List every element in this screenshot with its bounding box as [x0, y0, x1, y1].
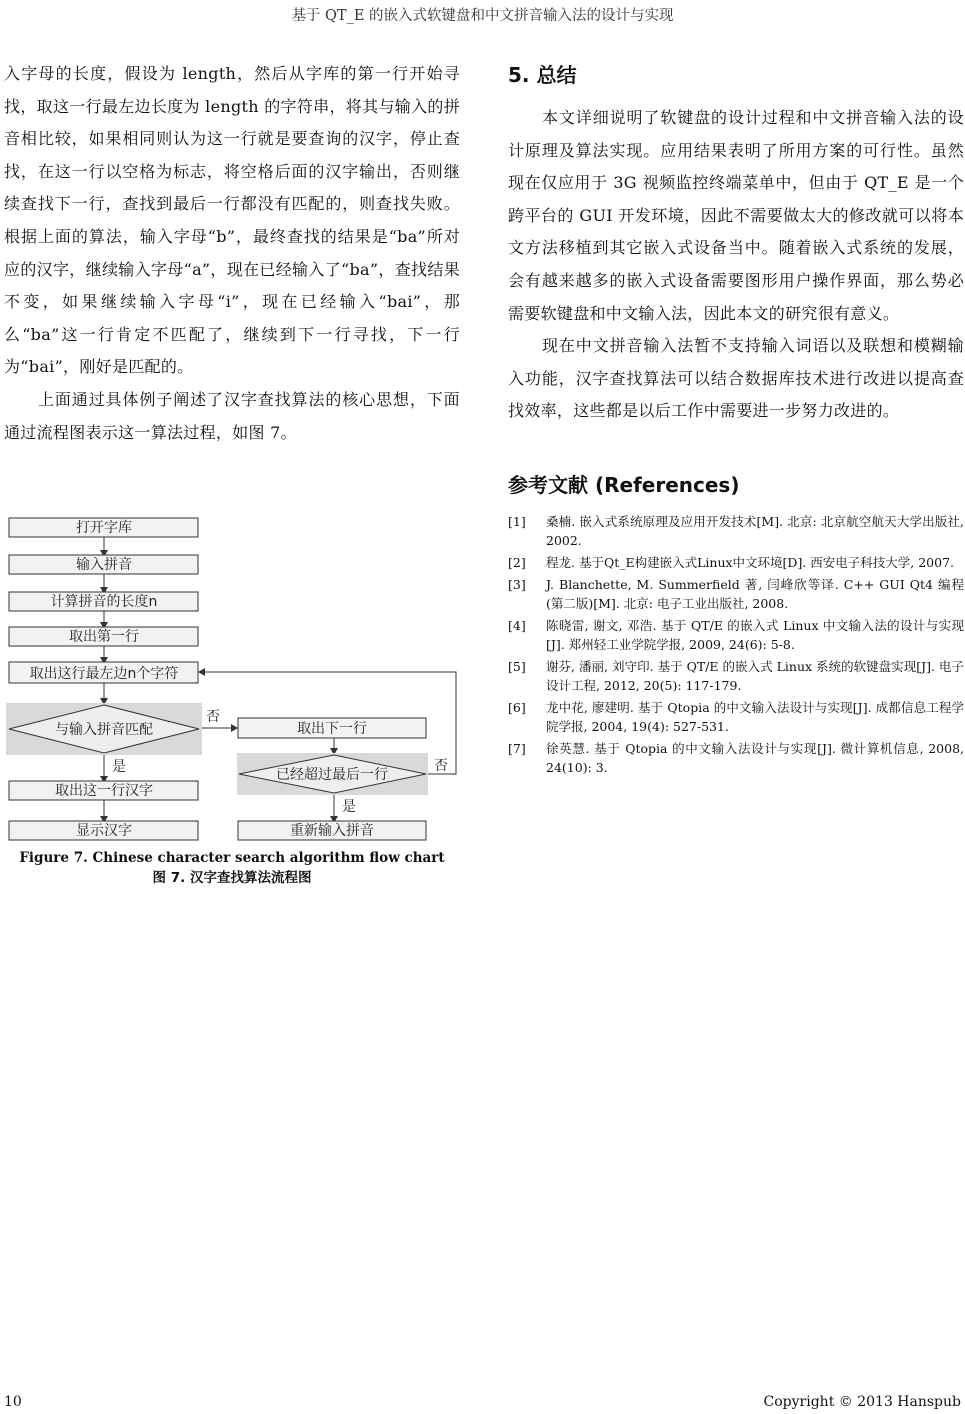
reference-number: [2] — [508, 554, 526, 570]
reference-text: 徐英慧. 基于 Qtopia 的中文输入法设计与实现[J]. 微计算机信息, 2008, 24(10): 3. — [546, 740, 964, 775]
figure-caption-en: Figure 7. Chinese character search algorithm flow chart — [19, 850, 445, 866]
svg-text:打开字库: 打开字库 — [76, 520, 132, 536]
node-match-decision — [6, 703, 202, 755]
reference-text: 桑楠. 嵌入式系统原理及应用开发技术[M]. 北京: 北京航空航天大学出版社, 2002. — [546, 513, 964, 548]
reference-text: 陈晓雷, 谢文, 邓浩. 基于 QT/E 的嵌入式 Linux 中文输入法的设计与实现[J]. 郑州轻工业学院学报, 2009, 24(6): 5-8. — [546, 617, 964, 652]
label-no: 否 — [206, 709, 220, 725]
right-column — [508, 58, 964, 780]
reference-text: J. Blanchette, M. Summerfield 著, 闫峰欣等译. C++ GUI Qt4 编程(第二版)[M]. 北京: 电子工业出版社, 2008. — [546, 576, 964, 611]
flowchart-figure — [4, 510, 460, 886]
reference-number: [1] — [508, 513, 526, 529]
references-heading: 参考文献 (References) — [508, 472, 740, 497]
label-yes: 是 — [342, 799, 356, 815]
svg-text:显示汉字: 显示汉字 — [76, 823, 132, 839]
arrowhead — [198, 668, 205, 676]
body-paragraph: 现在中文拼音输入法暂不支持输入词语以及联想和模糊输入功能，汉字查找算法可以结合数据库技术进行改进以提高查找效率，这些都是以后工作中需要进一步努力改进的。 — [508, 336, 964, 421]
arrowhead — [231, 724, 238, 732]
node-calc-length — [9, 592, 198, 611]
node-reinput-pinyin — [238, 821, 426, 840]
node-past-last-decision — [237, 753, 428, 795]
reference-text: 程龙. 基于Qt_E构建嵌入式Linux中文环境[D]. 西安电子科技大学, 2007. — [546, 554, 954, 570]
reference-number: [7] — [508, 740, 526, 756]
node-input-pinyin — [9, 555, 198, 574]
node-take-next-row — [238, 718, 426, 738]
reference-item — [508, 739, 964, 777]
node-take-first-row — [9, 627, 198, 646]
reference-item — [508, 657, 964, 695]
flowchart — [4, 510, 460, 850]
reference-item — [508, 616, 964, 654]
body-paragraph: 入字母的长度，假设为 length，然后从字库的第一行开始寻找，取这一行最左边长度为 length 的字符串，将其与输入的拼音相比较，如果相同则认为这一行就是要查询的汉字，停止查找，在这一行以空格为标志，将空格后面的汉字输出，否则继续查找下一行，查找到最后一行都没有匹配的，则查找失败。根据上面的算法，输入字母“b”，最终查找的结果是“ba”所对应的汉字，继续输入字母“a”，现在已经输入了“ba”，查找结果不变，如果继续输入字母“i”，现在已经输入“bai”，那么“ba”这一行肯定不匹配了，继续到下一行寻找，下一行为“bai”，刚好是匹配的。 — [4, 64, 460, 377]
svg-text:取出这一行汉字: 取出这一行汉字 — [55, 783, 153, 799]
svg-text:取出下一行: 取出下一行 — [297, 721, 367, 737]
svg-text:已经超过最后一行: 已经超过最后一行 — [276, 767, 388, 783]
figure-caption-zh: 图 7. 汉字查找算法流程图 — [152, 870, 312, 886]
running-head: 基于 QT_E 的嵌入式软键盘和中文拼音输入法的设计与实现 — [291, 8, 674, 24]
left-column — [4, 58, 460, 449]
copyright-notice: Copyright © 2013 Hanspub — [763, 1394, 961, 1410]
label-no: 否 — [434, 758, 448, 774]
node-take-left-n — [9, 662, 198, 683]
reference-item — [508, 575, 964, 613]
summary-heading: 5. 总结 — [508, 63, 577, 87]
node-open-lib — [9, 518, 198, 537]
reference-number: [6] — [508, 699, 526, 715]
svg-text:计算拼音的长度n: 计算拼音的长度n — [50, 594, 158, 610]
reference-item — [508, 553, 964, 572]
node-show-hanzi — [9, 821, 198, 840]
svg-text:与输入拼音匹配: 与输入拼音匹配 — [55, 722, 153, 738]
svg-text:取出第一行: 取出第一行 — [69, 629, 139, 645]
reference-number: [3] — [508, 576, 526, 592]
body-paragraph: 上面通过具体例子阐述了汉字查找算法的核心思想，下面通过流程图表示这一算法过程，如图 7。 — [4, 389, 460, 442]
svg-text:重新输入拼音: 重新输入拼音 — [290, 823, 374, 839]
node-take-hanzi — [9, 781, 198, 800]
page-number: 10 — [4, 1394, 22, 1410]
reference-item — [508, 698, 964, 736]
svg-text:输入拼音: 输入拼音 — [76, 557, 132, 573]
body-paragraph: 本文详细说明了软键盘的设计过程和中文拼音输入法的设计原理及算法实现。应用结果表明了所用方案的可行性。虽然现在仅应用于 3G 视频监控终端菜单中，但由于 QT_E 是一个跨平台的 GUI 开发环境，因此不需要做太大的修改就可以将本文方法移植到其它嵌入式设备当中。随着嵌入式系统的发展，会有越来越多的嵌入式设备需要图形用户操作界面，那么势必需要软键盘和中文输入法，因此本文的研究很有意义。 — [508, 108, 964, 323]
reference-list — [508, 512, 964, 777]
reference-number: [4] — [508, 617, 526, 633]
svg-text:取出这行最左边n个字符: 取出这行最左边n个字符 — [29, 666, 179, 682]
label-yes: 是 — [112, 759, 126, 775]
reference-text: 龙中花, 廖建明. 基于 Qtopia 的中文输入法设计与实现[J]. 成都信息工程学院学报, 2004, 19(4): 527-531. — [546, 699, 964, 734]
reference-text: 谢芬, 潘丽, 刘守印. 基于 QT/E 的嵌入式 Linux 系统的软键盘实现[J]. 电子设计工程, 2012, 20(5): 117-179. — [546, 658, 964, 693]
reference-number: [5] — [508, 658, 526, 674]
reference-item — [508, 512, 964, 550]
